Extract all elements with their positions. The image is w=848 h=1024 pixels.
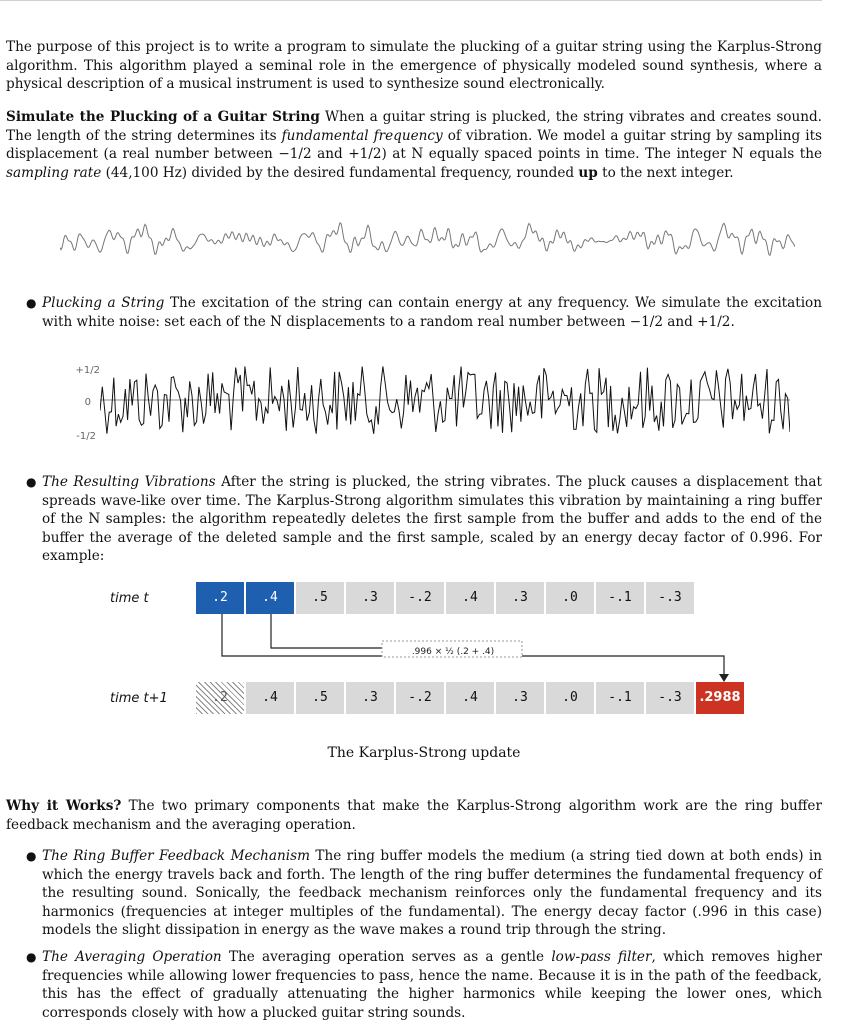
white-noise-plot	[100, 362, 790, 442]
bullet-title: The Resulting Vibrations	[42, 474, 216, 490]
buffer-cell: .3	[496, 682, 544, 714]
diagram-caption: The Karplus-Strong update	[327, 745, 521, 761]
buffer-cell: -.1	[596, 682, 644, 714]
buffer-cell: .4	[246, 582, 294, 614]
bullet-plucking: ● Plucking a String The excitation of the string can contain energy at any frequency. We simulate the excitation with white noise: set each of the N displacements to a random real number between −1/2 and +1/2.	[26, 295, 822, 330]
buffer-cell: .3	[346, 682, 394, 714]
bullet-title: The Ring Buffer Feedback Mechanism	[42, 848, 310, 864]
buffer-cell: .4	[446, 682, 494, 714]
buffer-cell: -.2	[396, 682, 444, 714]
string-waveform-illustration	[60, 212, 795, 268]
buffer-row-time-t-plus-1	[196, 682, 796, 714]
buffer-cell: -.1	[596, 582, 644, 614]
intro-paragraph: The purpose of this project is to write a program to simulate the plucking of a guitar string using the Karplus-Strong algorithm. This algorithm played a seminal role in the emergence of physically modeled sound synthesis, where a physical description of a musical instrument is used to synthesize sound electronically.	[6, 39, 822, 92]
bullet-dot-icon: ●	[26, 849, 37, 863]
bullet-dot-icon: ●	[26, 475, 37, 489]
bullet-averaging: ● The Averaging Operation The averaging operation serves as a gentle low-pass filter, which removes higher frequencies while allowing lower frequencies to pass, hence the name. Because it is in the path of the feedback, this has the effect of gradually attenuating the higher harmonics while keeping the lower ones, which corresponds closely with how a plucked guitar string sounds.	[26, 949, 823, 1021]
buffer-cell: .3	[496, 582, 544, 614]
noise-axis-bottom-label: -1/2	[76, 431, 96, 442]
bullet-title: The Averaging Operation	[42, 949, 222, 965]
buffer-cell: .2	[196, 582, 244, 614]
buffer-cell: .0	[546, 682, 594, 714]
label-time-t: time t	[110, 591, 149, 606]
buffer-cell: .3	[346, 582, 394, 614]
label-time-t-plus-1: time t+1	[110, 691, 168, 706]
new-sample-cell: .2988	[696, 682, 744, 714]
buffer-cell: .0	[546, 582, 594, 614]
why-heading: Why it Works?	[6, 798, 122, 814]
simulate-paragraph: Simulate the Plucking of a Guitar String When a guitar string is plucked, the string vibrates and creates sound. The length of the string determines its fundamental frequency of vibration. We model a guitar string by sampling its displacement (a real number between −1/2 and +1/2) at N equally spaced points in time. The integer N equals the sampling rate (44,100 Hz) divided by the desired fundamental frequency, rounded up to the next integer.	[6, 109, 823, 181]
buffer-cell: -.3	[646, 682, 694, 714]
bullet-ring-buffer: ● The Ring Buffer Feedback Mechanism The ring buffer models the medium (a string tied down at both ends) in which the energy travels back and forth. The length of the ring buffer determines the fundamental frequency of the resulting sound. Sonically, the feedback mechanism reinforces only the fundamental frequency and its harmonics (frequencies at integer multiples of the fundamental). The energy decay factor (.996 in this case) models the slight dissipation in energy as the wave makes a round trip through the string.	[26, 848, 823, 938]
noise-axis-zero-label: 0	[84, 397, 91, 408]
buffer-cell: .4	[446, 582, 494, 614]
simulate-heading: Simulate the Plucking of a Guitar String	[6, 109, 320, 125]
buffer-cell: .4	[246, 682, 294, 714]
bullet-dot-icon: ●	[26, 950, 37, 964]
bullet-dot-icon: ●	[26, 296, 37, 310]
buffer-cell: .5	[296, 682, 344, 714]
buffer-cell: -.2	[396, 582, 444, 614]
bullet-vibrations: ● The Resulting Vibrations After the string is plucked, the string vibrates. The pluck causes a displacement that spreads wave-like over time. The Karplus-Strong algorithm simulates this vibration by maintaining a ring buffer of the N samples: the algorithm repeatedly deletes the first sample from the buffer and adds to the end of the buffer the average of the deleted sample and the first sample, scaled by an energy decay factor of 0.996. For example:	[26, 474, 822, 564]
bullet-title: Plucking a String	[42, 295, 165, 311]
why-paragraph: Why it Works? The two primary components that make the Karplus-Strong algorithm work are the ring buffer feedback mechanism and the averaging operation.	[6, 798, 822, 833]
noise-axis-top-label: +1/2	[75, 365, 100, 376]
deleted-cell: .2	[196, 682, 244, 714]
buffer-row-time-t	[196, 582, 756, 614]
top-rule	[0, 0, 822, 1]
buffer-cell: .5	[296, 582, 344, 614]
update-formula: .996 × ½ (.2 + .4)	[411, 647, 495, 657]
buffer-cell: -.3	[646, 582, 694, 614]
